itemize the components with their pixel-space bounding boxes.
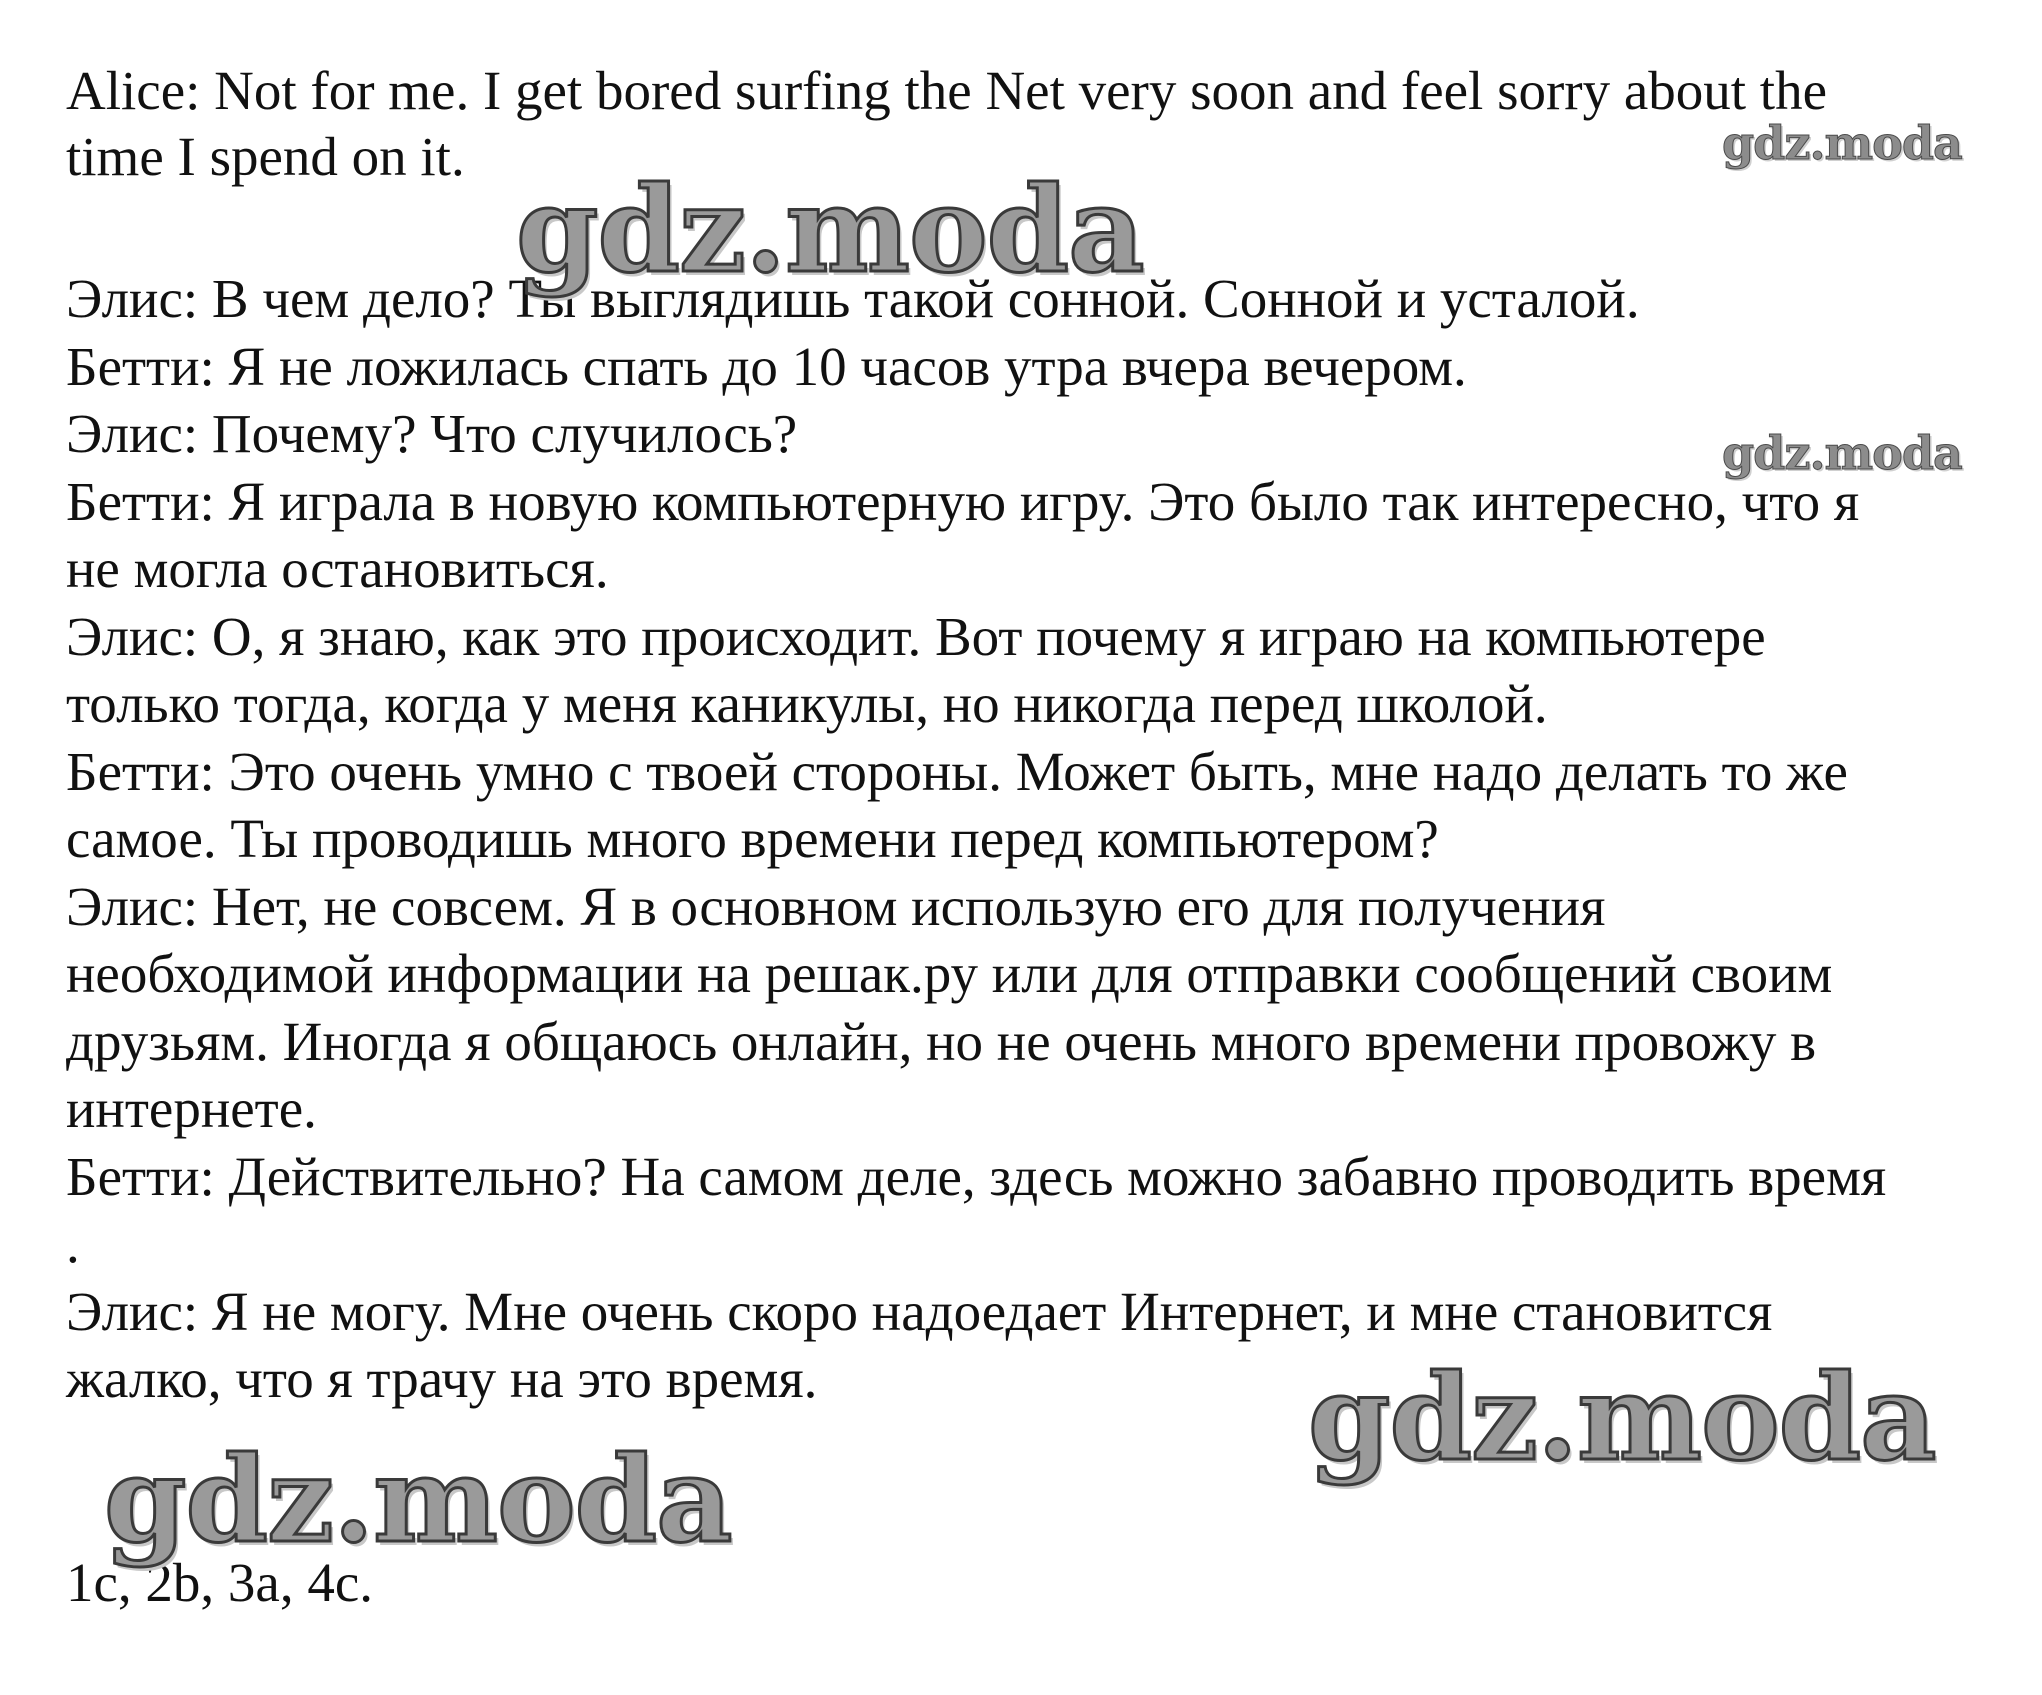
text-line-19: жалко, что я трачу на это время.: [66, 1348, 818, 1409]
text-line-13: необходимой информации на решак.ру или для отправки сообщений своим: [66, 943, 1833, 1004]
text-line-8: Элис: О, я знаю, как это происходит. Вот почему я играю на компьютере: [66, 606, 1766, 667]
answers-line: 1c, 2b, 3a, 4c.: [66, 1552, 373, 1613]
text-line-2: time I spend on it.: [66, 126, 465, 187]
text-line-3: Элис: В чем дело? Ты выглядишь такой сонной. Сонной и усталой.: [66, 268, 1640, 329]
text-line-14: друзьям. Иногда я общаюсь онлайн, но не очень много времени провожу в: [66, 1011, 1817, 1072]
text-line-1: Alice: Not for me. I get bored surfing the Net very soon and feel sorry about the: [66, 60, 1827, 121]
watermark-large-top: gdz.moda: [516, 160, 1144, 299]
watermark-small-mid: gdz.moda: [1722, 426, 1962, 480]
text-line-12: Элис: Нет, не совсем. Я в основном использую его для получения: [66, 876, 1606, 937]
text-line-9: только тогда, когда у меня каникулы, но никогда перед школой.: [66, 673, 1548, 734]
text-line-16: Бетти: Действительно? На самом деле, здесь можно забавно проводить время: [66, 1146, 1887, 1207]
text-line-7: не могла остановиться.: [66, 538, 609, 599]
watermark-large-bottom-left: gdz.moda: [104, 1430, 732, 1569]
text-line-17: .: [66, 1213, 80, 1274]
text-line-6: Бетти: Я играла в новую компьютерную игру. Это было так интересно, что я: [66, 471, 1860, 532]
text-line-10: Бетти: Это очень умно с твоей стороны. Может быть, мне надо делать то же: [66, 741, 1848, 802]
text-line-11: самое. Ты проводишь много времени перед компьютером?: [66, 808, 1439, 869]
text-line-18: Элис: Я не могу. Мне очень скоро надоедает Интернет, и мне становится: [66, 1281, 1773, 1342]
watermark-large-bottom-right: gdz.moda: [1308, 1348, 1936, 1487]
text-line-15: интернете.: [66, 1078, 317, 1139]
text-line-4: Бетти: Я не ложилась спать до 10 часов утра вчера вечером.: [66, 336, 1467, 397]
text-line-5: Элис: Почему? Что случилось?: [66, 403, 798, 464]
watermark-small-top: gdz.moda: [1722, 116, 1962, 170]
